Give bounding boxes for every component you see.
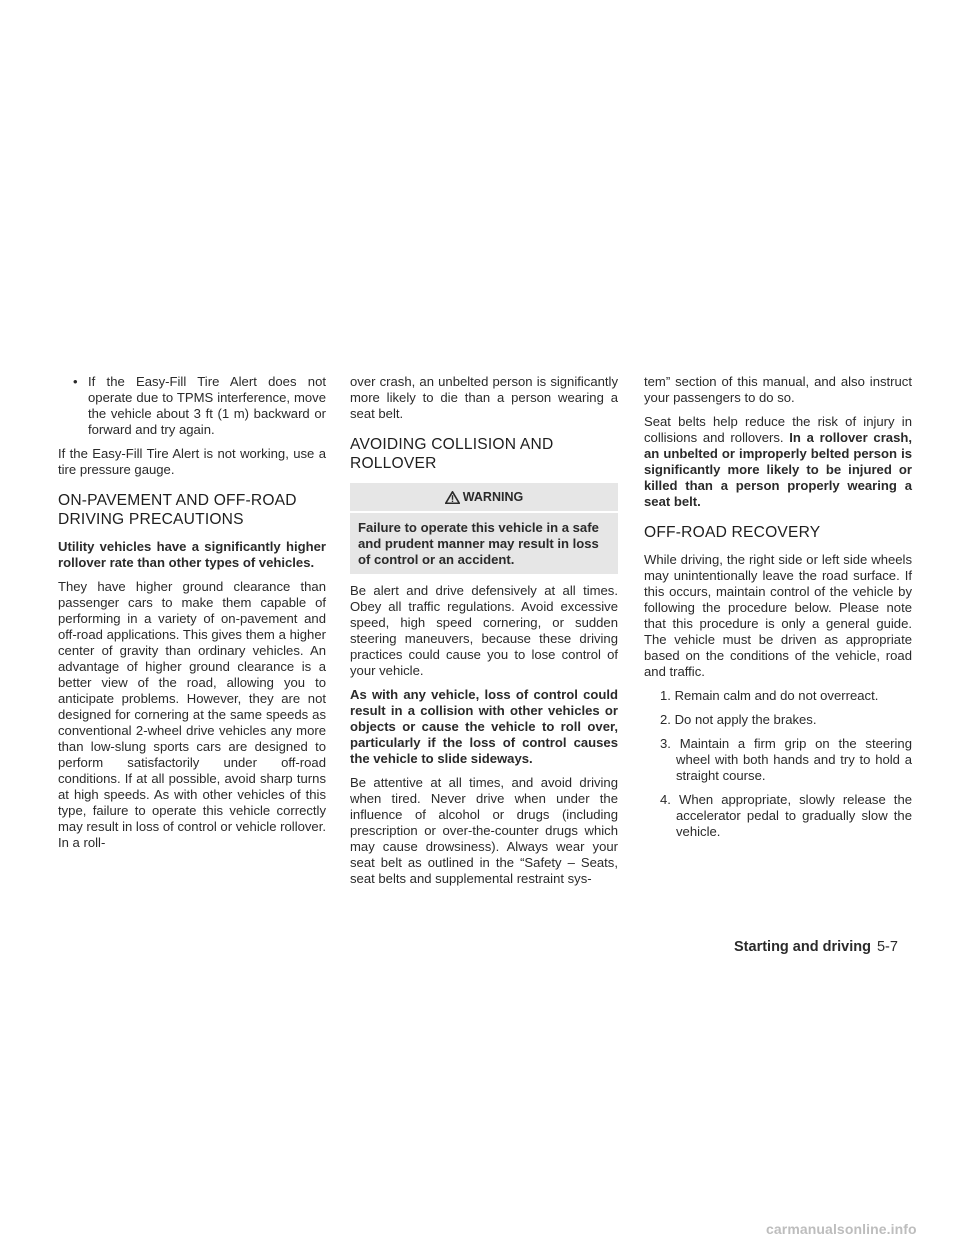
warning-text: Failure to operate this vehicle in a safe and prudent manner may result in loss of control or an accident. bbox=[358, 520, 599, 567]
section-heading-off-road-recovery: OFF-ROAD RECOVERY bbox=[644, 524, 821, 541]
page-footer bbox=[734, 939, 898, 955]
step-text: Do not apply the brakes. bbox=[674, 712, 817, 727]
bold-paragraph: As with any vehicle, loss of control could result in a collision with other vehicles or objects or cause the vehicle to roll over, particularly if the loss of control causes the vehicle to slide sideways. bbox=[350, 687, 618, 766]
step-text: When appropriate, slowly release the accelerator pedal to gradually slow the vehicle. bbox=[676, 792, 913, 839]
paragraph-seatbelt bbox=[644, 414, 912, 510]
section-heading-avoiding-collision: AVOIDING COLLISION AND ROLLOVER bbox=[350, 436, 554, 472]
warning-triangle-icon bbox=[445, 491, 460, 504]
footer-section-title: Starting and driving bbox=[734, 939, 871, 955]
bold-intro: Utility vehicles have a significantly higher rollover rate than other types of vehicles. bbox=[58, 539, 326, 570]
paragraph-body: They have higher ground clearance than passenger cars to make them capable of performing in a variety of on-pavement and off-road applications. This gives them a higher center of gravity than ordinary vehicles. An advantage of higher ground clearance is a better view of the road, allowing you to anticipate problems. However, they are not designed for cornering at the same speeds as conventional 2-wheel drive vehicles any more than low-slung sports cars are designed to perform satisfactorily under off-road conditions. If at all possible, avoid sharp turns at high speeds. As with other vehicles of this type, failure to operate this vehicle correctly may result in loss of control or vehicle rollover. In a roll- bbox=[58, 579, 326, 850]
step-number: 4. bbox=[660, 792, 671, 807]
step-number: 3. bbox=[660, 736, 671, 751]
paragraph-continued: tem” section of this manual, and also instruct your passengers to do so. bbox=[644, 374, 912, 405]
warning-box bbox=[350, 483, 618, 574]
step-number: 2. bbox=[660, 712, 671, 727]
step-4 bbox=[644, 792, 912, 840]
bullet-mark: • bbox=[73, 374, 78, 389]
step-number: 1. bbox=[660, 688, 671, 703]
warning-label: WARNING bbox=[462, 490, 524, 504]
bullet-text: If the Easy-Fill Tire Alert does not operate due to TPMS interference, move the vehicle about 3 ft (1 m) backward or forward and try again. bbox=[88, 374, 326, 437]
step-text: Maintain a firm grip on the steering wheel with both hands and try to hold a straight course. bbox=[676, 736, 912, 783]
column-3 bbox=[644, 374, 912, 848]
bullet-item bbox=[58, 374, 326, 438]
seatbelt-bold-text: In a rollover crash, an unbelted or improperly belted person is significantly more likely to be injured or killed than a person properly wearing a seat belt. bbox=[644, 430, 912, 509]
watermark: carmanualsonline.info bbox=[766, 1221, 917, 1237]
paragraph-continued: over crash, an unbelted person is significantly more likely to die than a person wearing a seat belt. bbox=[350, 374, 618, 421]
section-heading-driving-precautions: ON-PAVEMENT AND OFF-ROAD DRIVING PRECAUTIONS bbox=[58, 492, 297, 528]
paragraph-alert: Be alert and drive defensively at all times. Obey all traffic regulations. Avoid excessive speed, high speed cornering, or sudden steering maneuvers, because these driving practices could cause you to lose control of your vehicle. bbox=[350, 583, 618, 678]
warning-header bbox=[350, 483, 618, 513]
page-number: 5-7 bbox=[876, 939, 898, 955]
paragraph-gauge: If the Easy-Fill Tire Alert is not working, use a tire pressure gauge. bbox=[58, 446, 326, 477]
seatbelt-text: Seat belts help reduce the risk of injury in collisions and rollovers. bbox=[644, 414, 912, 445]
paragraph-recovery: While driving, the right side or left side wheels may unintentionally leave the road surface. If this occurs, maintain control of the vehicle by following the procedure below. Please note that this procedure is only a general guide. The vehicle must be driven as appropriate based on the conditions of the vehicle, road and traffic. bbox=[644, 552, 912, 679]
column-1 bbox=[58, 374, 326, 859]
step-text: Remain calm and do not overreact. bbox=[674, 688, 879, 703]
step-2 bbox=[644, 712, 912, 728]
column-2 bbox=[350, 374, 618, 895]
step-3 bbox=[644, 736, 912, 784]
step-1 bbox=[644, 688, 912, 704]
paragraph-attentive: Be attentive at all times, and avoid driving when tired. Never drive when under the influence of alcohol or drugs (including prescription or over-the-counter drugs which may cause drowsiness). Always wear your seat belt as outlined in the “Safety – Seats, seat belts and supplemental restraint sys- bbox=[350, 775, 618, 886]
